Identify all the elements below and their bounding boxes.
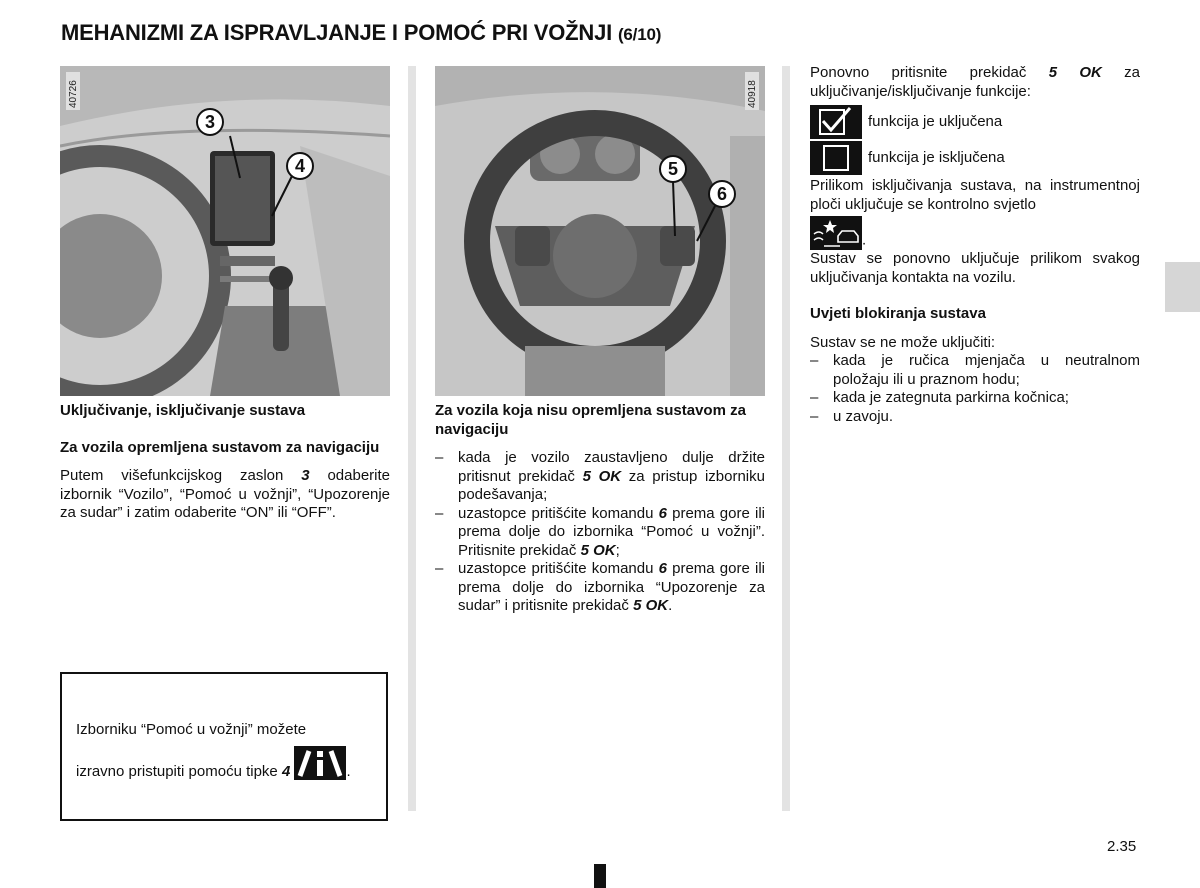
- list-item: – kada je ručica mjenjača u neutralnom položaju ili u praznom hodu;: [810, 352, 1140, 388]
- column-separator: [408, 66, 416, 811]
- list-item: – u zavoju.: [810, 407, 894, 425]
- note-line: Izborniku “Pomoć u vožnji” možete: [76, 721, 307, 738]
- list-item: – kada je zategnuta parkirna kočnica;: [810, 389, 1069, 406]
- block-list: [810, 352, 1140, 426]
- intro-text: Ponovno pritisnite prekidač 5 OK za uključivanje/isključivanje funkcije:: [810, 64, 1140, 100]
- section-heading: Za vozila koja nisu opremljena sustavom za navigaciju: [435, 402, 746, 438]
- note-box: [60, 672, 388, 821]
- page-number: 2.35: [1107, 838, 1137, 855]
- callout-6: 6: [716, 184, 728, 204]
- column-2: [435, 402, 765, 616]
- note-line: izravno pristupiti pomoću tipke 4 .: [76, 746, 388, 781]
- list-item: – kada je vozilo zaustavljeno dulje držite pritisnut prekidač 5 OK za pristup izborniku podešavanja;: [435, 449, 765, 503]
- body-text: Putem višefunkcijskog zaslon 3 odaberite izbornik “Vozilo”, “Pomoć u vožnji”, “Upozorenje za sudar” i zatim odaberite “ON” ili “OFF”.: [60, 467, 391, 521]
- collision-warning-lamp-icon: [810, 216, 862, 250]
- reenable-text: Sustav se ponovno uključuje prilikom svakog uključivanja kontakta na vozilu.: [810, 250, 1140, 286]
- section-heading: Uvjeti blokiranja sustava: [810, 305, 986, 322]
- page-title: MEHANIZMI ZA ISPRAVLJANJE I POMOĆ PRI VOŽNJI (6/10): [61, 20, 662, 45]
- binding-mark: [594, 864, 606, 888]
- instruction-list: [435, 449, 765, 616]
- column-1: [60, 402, 390, 523]
- section-heading: Uključivanje, isključivanje sustava: [60, 402, 306, 419]
- function-on-row: funkcija je uključena: [810, 105, 1140, 139]
- callout-3: 3: [204, 112, 216, 132]
- column-3: [810, 64, 1140, 426]
- dashboard-photo: [60, 66, 390, 396]
- page-part: (6/10): [617, 25, 662, 44]
- checkbox-checked-icon: [810, 105, 862, 139]
- callout-5: 5: [667, 159, 679, 179]
- column-separator: [782, 66, 790, 811]
- warning-text: Prilikom isključivanja sustava, na instrumentnoj ploči uključuje se kontrolno svjetlo: [810, 177, 1140, 213]
- list-item: – uzastopce pritišćite komandu 6 prema gore ili prema dolje do izbornika “Pomoć u vožnji”. Pritisnite prekidač 5 OK;: [435, 504, 765, 559]
- function-off-row: funkcija je isključena: [810, 141, 1140, 175]
- steering-wheel-photo: [435, 66, 765, 396]
- figure-code: 40726: [68, 80, 79, 108]
- block-intro: Sustav se ne može uključiti:: [810, 333, 996, 351]
- figure-code: 40918: [747, 80, 758, 108]
- list-item: – uzastopce pritišćite komandu 6 prema gore ili prema dolje do izbornika “Upozorenje za sudar” i pritisnite prekidač 5 OK.: [435, 560, 765, 614]
- checkbox-empty-icon: [810, 141, 862, 175]
- section-tab: [1165, 262, 1200, 312]
- callout-4: 4: [294, 156, 306, 176]
- subheading: Za vozila opremljena sustavom za navigaciju: [60, 438, 380, 456]
- warning-lamp-row: .: [810, 216, 1140, 250]
- road-lane-icon: [294, 746, 346, 780]
